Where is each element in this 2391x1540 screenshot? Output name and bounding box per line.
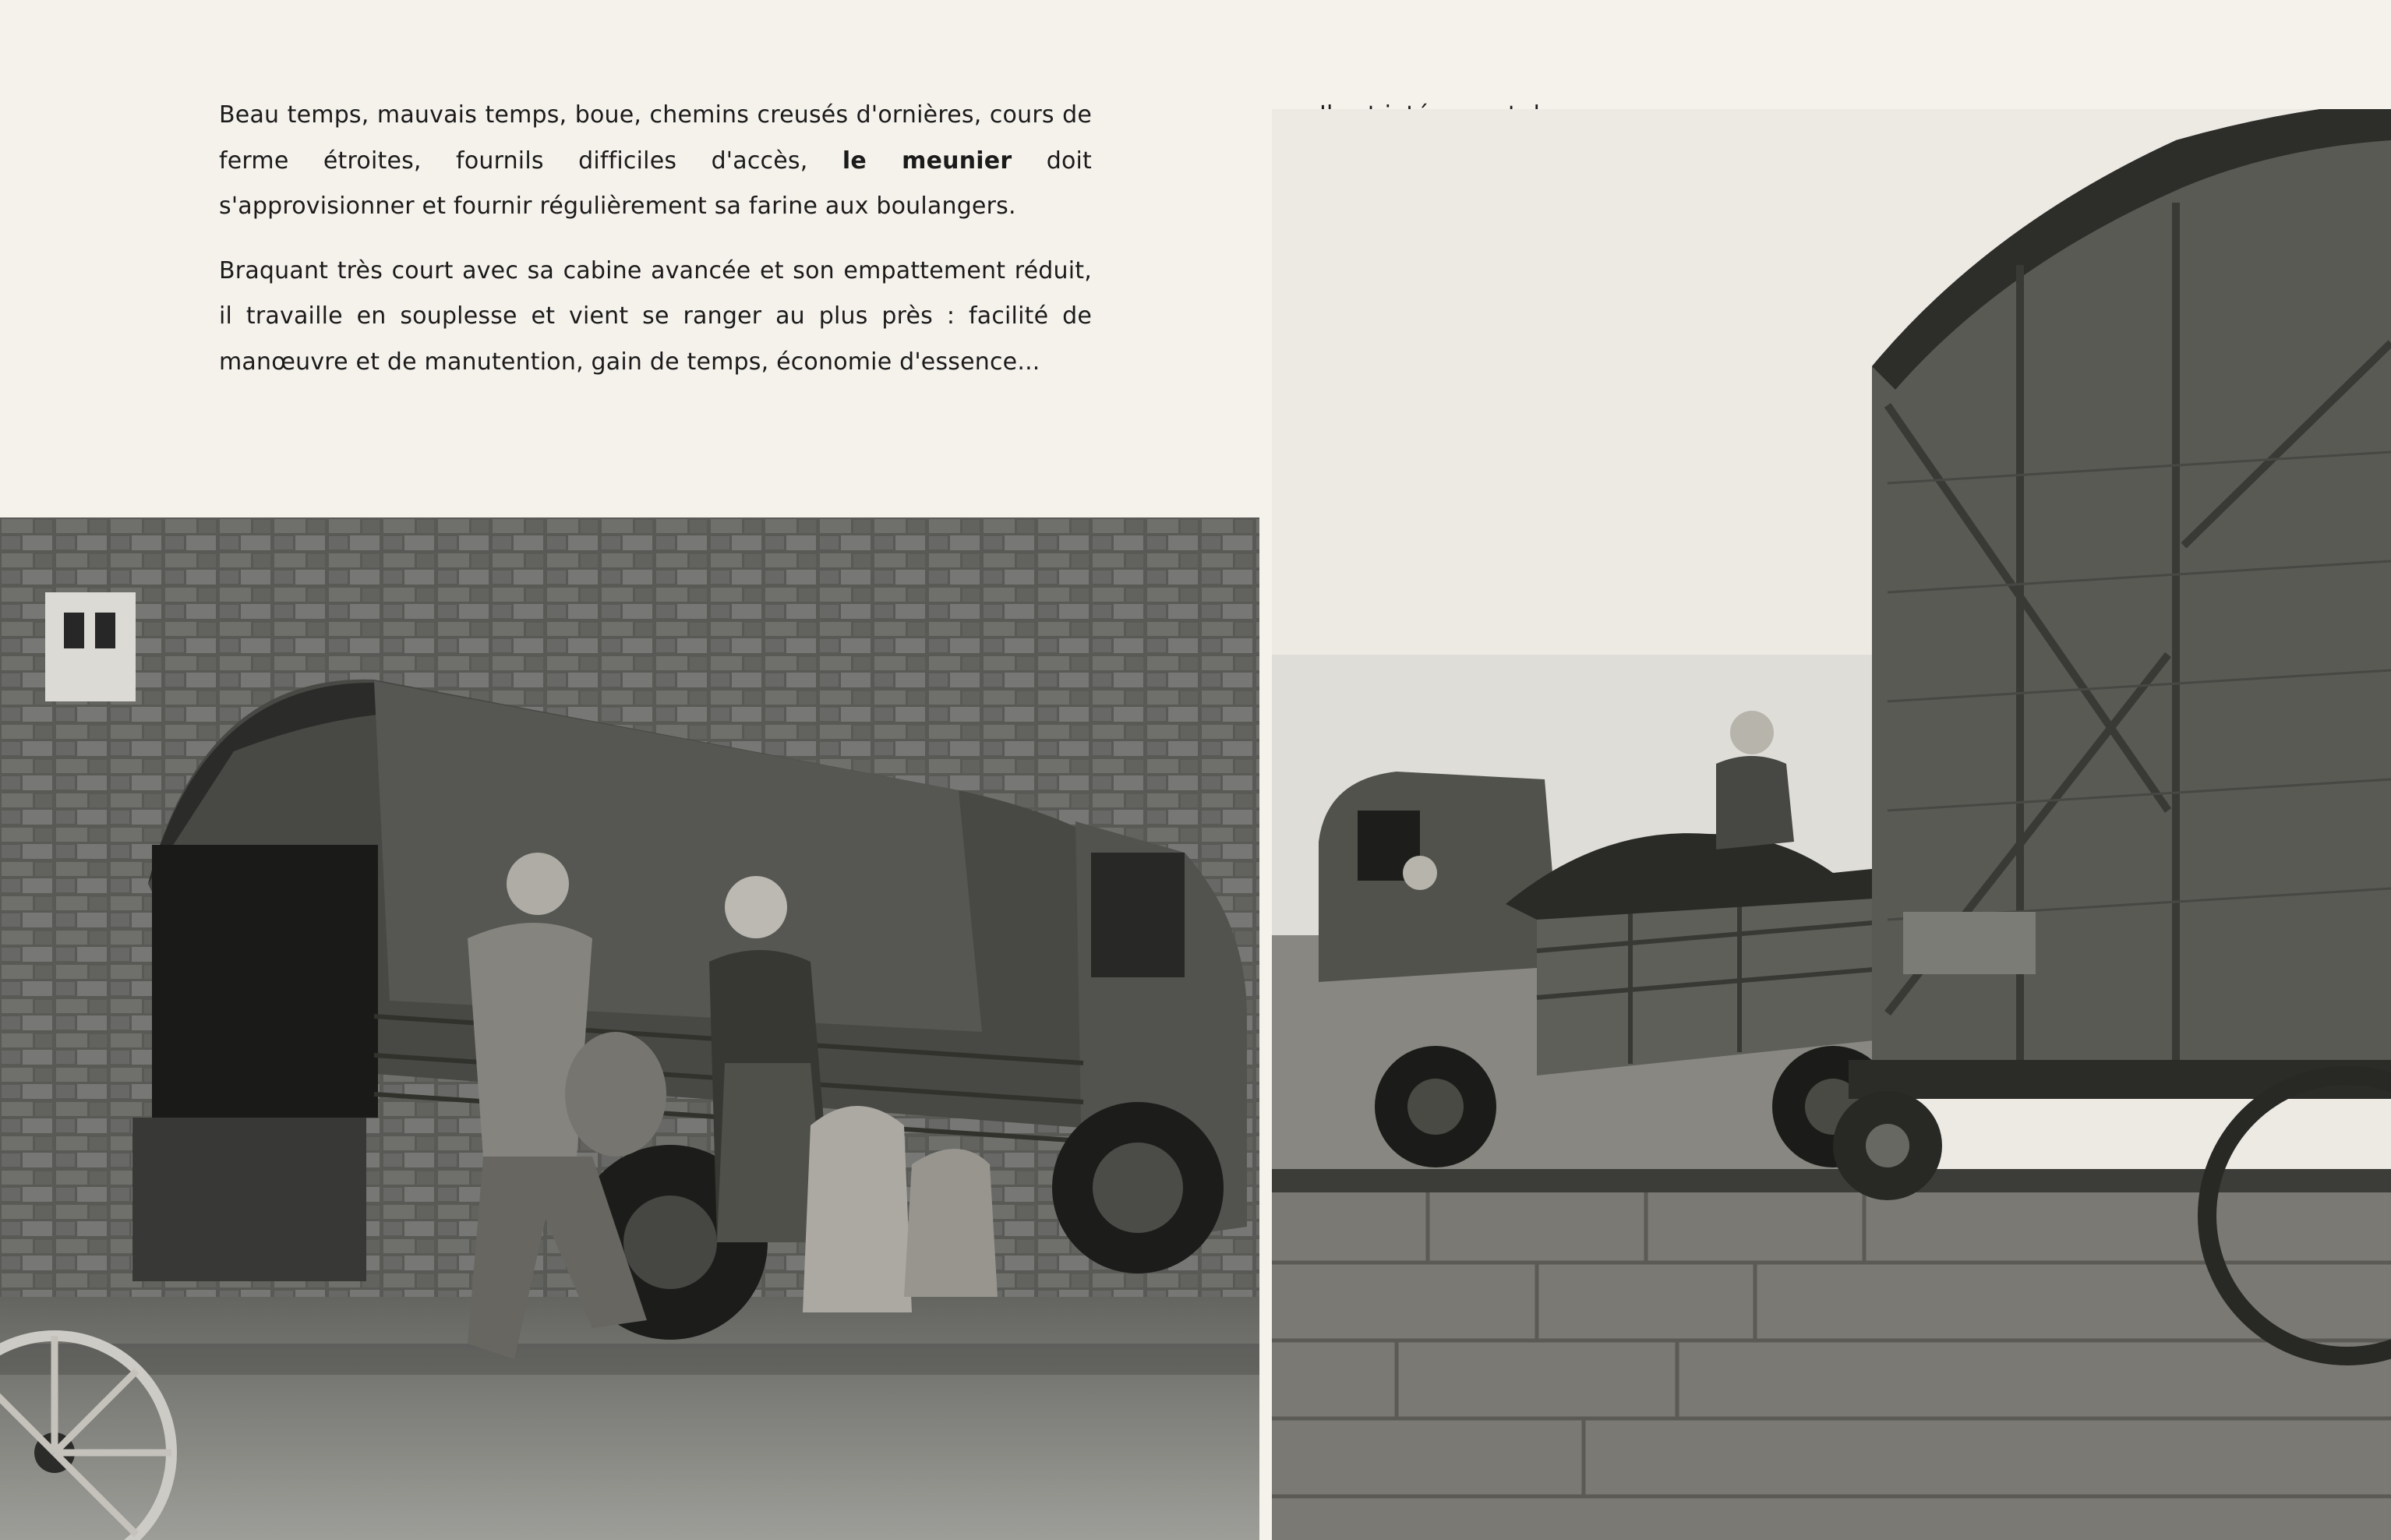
left-text-column [219,93,1092,385]
left-paragraph-1-bold: le meunier [842,147,1012,175]
photo-truck-wagon-image [1272,109,2391,1540]
left-paragraph-1-end: doit s'approvisionner et fournir régulièrement sa farine aux boulangers. [219,147,1093,220]
left-paragraph-2: Braquant très court avec sa cabine avancée et son empattement réduit, il travaille en souplesse et vient se ranger au plus près : facilité de manœuvre et de manutention, gain de temps, économie d'essence... [219,256,1092,376]
photo-miller-truck [0,517,1259,1540]
left-paragraph-1 [219,93,1092,230]
photo-miller-truck-image [0,517,1259,1540]
left-paragraph-1-start: Beau temps, mauvais temps, boue, chemins creusés d'ornières, cours de ferme étroites, fournils difficiles d'accès, [219,101,1092,175]
photo-truck-wagon [1272,109,2391,1540]
